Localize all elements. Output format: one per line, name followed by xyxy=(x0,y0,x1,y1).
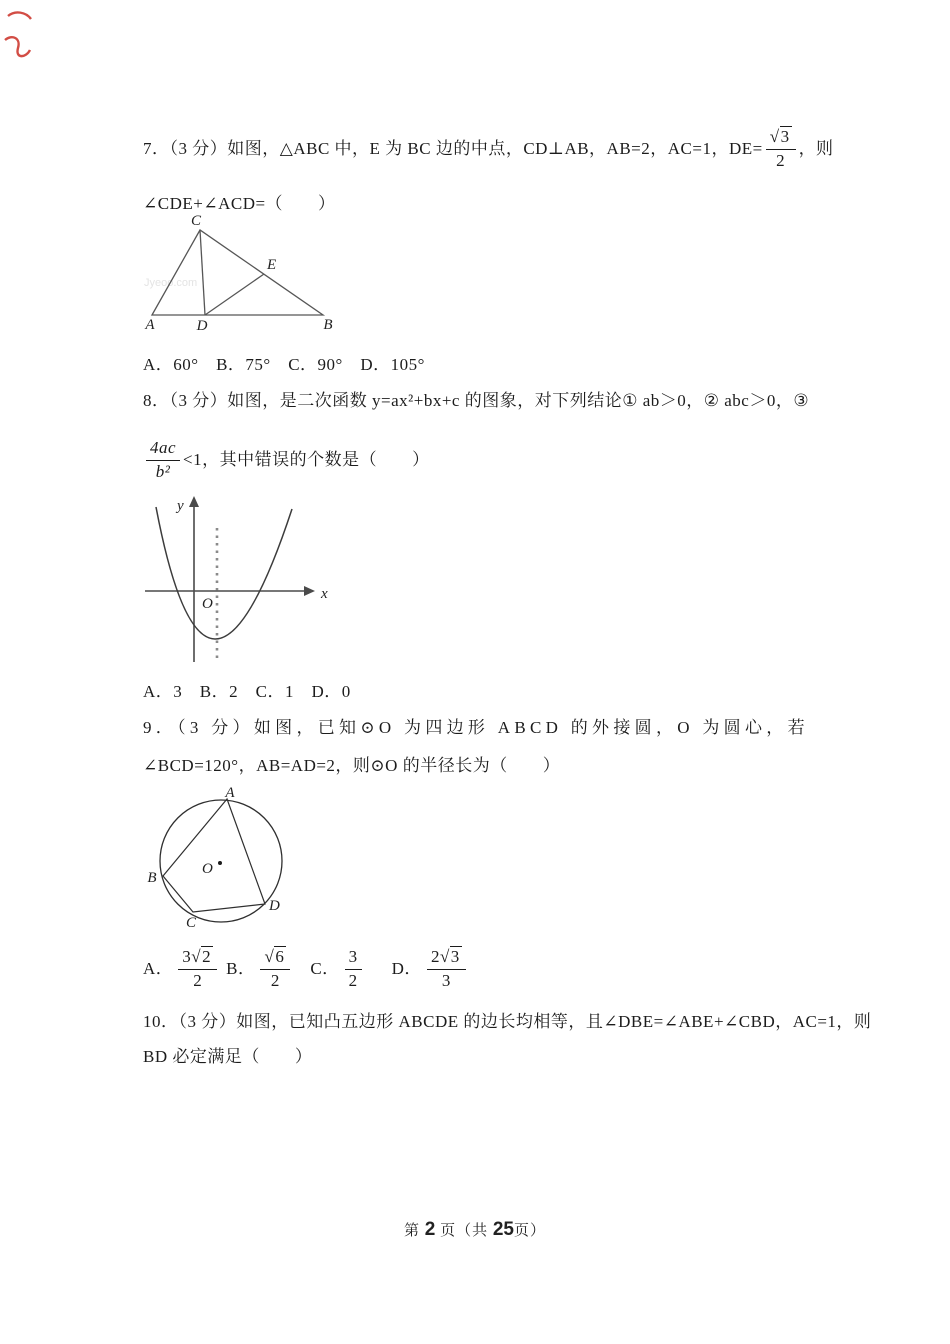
page-footer xyxy=(0,1219,950,1241)
numerator: 4ac xyxy=(146,438,180,461)
footer-suffix: 页） xyxy=(513,1223,546,1239)
q10-stem-line2: BD 必定满足（ ） xyxy=(143,1047,313,1066)
label-origin: O xyxy=(202,596,213,612)
denominator: 2 xyxy=(348,971,358,990)
radical-sign: √ xyxy=(769,126,780,146)
coefficient: 3 xyxy=(182,946,192,966)
q9-option-a-label: A． xyxy=(143,959,174,978)
q8-stem-line2 xyxy=(143,432,430,488)
label-A: A xyxy=(145,317,155,333)
denominator: 2 xyxy=(193,971,203,990)
q9-stem-line1: 9．（3 分）如图，已知⊙O 为四边形 ABCD 的外接圆，O 为圆心，若 xyxy=(143,718,809,737)
label-O: O xyxy=(202,861,213,877)
q8-options: A．3 B．2 C．1 D．0 xyxy=(143,682,351,701)
radicand: 6 xyxy=(275,946,285,966)
q7-stem-line2: ∠CDE+∠ACD=（ ） xyxy=(143,194,336,213)
x-axis-arrow xyxy=(304,586,315,596)
q9-stem-line2: ∠BCD=120°，AB=AD=2，则⊙O 的半径长为（ ） xyxy=(143,756,561,775)
radicand: 3 xyxy=(450,946,460,966)
label-B: B xyxy=(147,870,157,886)
radical-sign: √ xyxy=(191,946,202,966)
q7-text-pre: 7．（3 分）如图，△ABC 中，E 为 BC 边的中点，CD⊥AB，AB=2，AC=1，DE= xyxy=(143,139,763,158)
label-E: E xyxy=(267,257,277,273)
y-axis-arrow xyxy=(189,496,199,507)
label-D: D xyxy=(196,318,208,334)
q9-options xyxy=(143,942,469,996)
label-x: x xyxy=(321,586,328,602)
denominator: 2 xyxy=(270,971,280,990)
quadrilateral-ABCD xyxy=(163,799,265,912)
q7-text-post: ，则 xyxy=(798,139,834,158)
q8-fraction-4ac-over-b2 xyxy=(146,438,180,483)
denominator: b² xyxy=(155,462,171,481)
label-B: B xyxy=(323,317,333,333)
q7-options: A．60° B．75° C．90° D．105° xyxy=(143,355,425,374)
q7-triangle-figure xyxy=(140,212,340,347)
label-A: A xyxy=(225,785,235,801)
q10-stem-line1: 10．（3 分）如图，已知凸五边形 ABCDE 的边长均相等，且∠DBE=∠ABE+∠CBD，AC=1，则 xyxy=(143,1012,872,1031)
label-y: y xyxy=(177,498,184,514)
coefficient: 2 xyxy=(430,946,440,966)
radicand: 2 xyxy=(202,946,212,966)
segment-CD xyxy=(200,230,205,315)
radical-sign: √ xyxy=(439,946,450,966)
q9-option-a-fraction xyxy=(178,947,217,992)
segment-DE xyxy=(205,274,264,315)
q8-stem-line1: 8．（3 分）如图，是二次函数 y=ax²+bx+c 的图象，对下列结论① ab＞0，② abc＞0，③ xyxy=(143,391,810,410)
red-pen-marks xyxy=(0,4,48,68)
q9-option-c-label: C． xyxy=(310,959,340,978)
q9-option-c-fraction xyxy=(345,947,362,992)
q8-parabola-figure xyxy=(145,490,345,670)
q9-option-b-fraction xyxy=(260,947,290,992)
radicand: 3 xyxy=(780,126,790,146)
footer-total-pages: 25 xyxy=(492,1219,514,1240)
label-C: C xyxy=(190,213,202,229)
denominator: 3 xyxy=(441,971,451,990)
parabola-curve xyxy=(156,507,292,639)
footer-prefix: 第 xyxy=(403,1223,420,1239)
q9-option-d-fraction xyxy=(427,947,466,992)
q9-circle-figure xyxy=(140,784,315,939)
watermark: Jyeoo.com xyxy=(144,277,198,289)
denominator: 2 xyxy=(776,151,786,170)
q9-option-b-label: B． xyxy=(226,959,256,978)
radical-sign: √ xyxy=(264,946,275,966)
label-C: C xyxy=(185,915,197,931)
q9-option-d-label: D． xyxy=(391,959,422,978)
triangle-ABC xyxy=(152,230,323,315)
center-dot xyxy=(218,861,222,865)
q7-stem-line1 xyxy=(143,120,834,178)
q8-text-post: <1，其中错误的个数是（ ） xyxy=(183,450,430,469)
footer-mid: 页（共 xyxy=(440,1223,489,1239)
numerator: 3 xyxy=(345,947,362,970)
q7-fraction-sqrt3-over-2 xyxy=(766,127,796,172)
footer-page-number: 2 xyxy=(424,1219,436,1240)
label-D: D xyxy=(269,898,280,914)
